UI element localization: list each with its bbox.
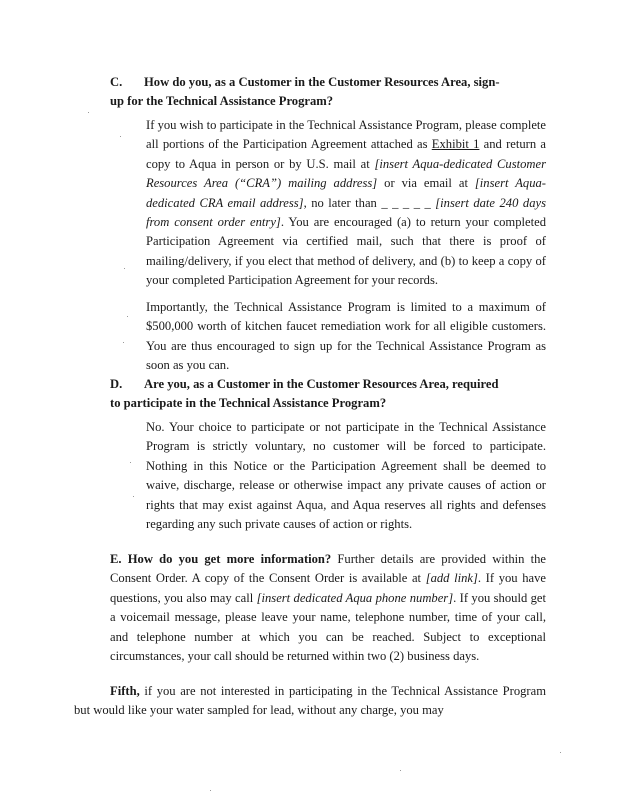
section-d-question-line1: Are you, as a Customer in the Customer Resources Area, required — [144, 377, 499, 391]
scan-speck — [560, 752, 561, 753]
section-c-p1-text-b: and return a copy to Aqua in person or by U.S. mail at — [146, 137, 546, 171]
section-e-text-a: Further details are provided within the Consent Order. A copy of the Consent Order is available at — [110, 552, 546, 586]
section-c-question-line2: up for the Technical Assistance Program? — [110, 94, 334, 109]
scan-speck — [88, 112, 89, 113]
section-e-heading: How do you get more information? — [127, 552, 332, 566]
scan-speck — [133, 496, 134, 497]
fifth-text: if you are not interested in participating in the Technical Assistance Program but would like your water sampled for lead, without any charge, you may — [74, 684, 546, 718]
section-c-p2-text: Importantly, the Technical Assistance Program is limited to a maximum of $500,000 worth of kitchen faucet remediation work for all eligible customers. You are thus encouraged to sign up for the Technical Assistance Program as soon as you can. — [146, 300, 546, 373]
section-e-label: E. — [110, 552, 122, 566]
section-c-p1-text-d: or via email at — [377, 176, 475, 191]
section-c-question — [110, 73, 545, 112]
mailing-address-placeholder: [insert Aqua-dedicated Customer Resources Area (“CRA”) mailing address] — [146, 156, 546, 191]
section-c-question-line1: How do you, as a Customer in the Customer Resources Area, sign- — [144, 75, 500, 89]
section-c-p1-text-f: , no later than _ _ _ _ _ — [303, 195, 436, 210]
deadline-date-placeholder: [insert date 240 days from consent order entry] — [146, 195, 546, 230]
phone-number-placeholder: [insert dedicated Aqua phone number] — [256, 590, 454, 605]
section-d-question — [110, 375, 550, 414]
section-c-paragraph-1 — [146, 116, 546, 291]
section-c-label: C. — [110, 75, 123, 89]
section-e-text-c: . If you should get a voicemail message, please leave your name, telephone number, time of your call, and telephone number at which you can be reached. Subject to exceptional circumstances, your call should be returned within two (2) business days. — [110, 590, 546, 664]
scan-speck — [120, 136, 121, 137]
section-d-p1-text: No. Your choice to participate or not participate in the Technical Assistance Program is strictly voluntary, no customer will be forced to participate. Nothing in this Notice or the Participation Agreement shall be deemed to waive, discharge, release or otherwise impact any private causes of action or rights that may exist against Aqua, and Aqua reserves all rights and defenses regarding any such private causes of action or rights. — [146, 420, 546, 532]
section-e-paragraph — [110, 550, 546, 666]
exhibit-1-link[interactable]: Exhibit 1 — [431, 137, 480, 152]
scan-speck — [127, 316, 128, 317]
scan-speck — [124, 268, 125, 269]
consent-order-link-placeholder[interactable]: [add link] — [425, 571, 478, 586]
fifth-paragraph — [74, 682, 546, 721]
section-c-paragraph-2 — [146, 298, 546, 376]
section-c-p1-text-h: . You are encouraged (a) to return your completed Participation Agreement via certified mail, such that there is proof of mailing/delivery, if you elect that method of delivery, and (b) to keep a copy of your completed Participation Agreement for your records. — [146, 215, 546, 288]
scan-speck — [130, 462, 131, 463]
section-e-text-b: . If you have questions, you also may call — [110, 571, 546, 605]
section-d-paragraph — [146, 418, 546, 534]
scan-speck — [210, 790, 211, 791]
section-d-question-line2: to participate in the Technical Assistance Program? — [110, 396, 387, 411]
section-d-label: D. — [110, 377, 123, 391]
scan-speck — [123, 342, 124, 343]
scan-speck — [400, 770, 401, 771]
fifth-label: Fifth, — [110, 684, 140, 698]
section-c-p1-text-a: If you wish to participate in the Technical Assistance Program, please complete all portions of the Participation Agreement attached as — [146, 118, 546, 152]
email-address-placeholder: [insert Aqua-dedicated CRA email address] — [146, 176, 546, 210]
